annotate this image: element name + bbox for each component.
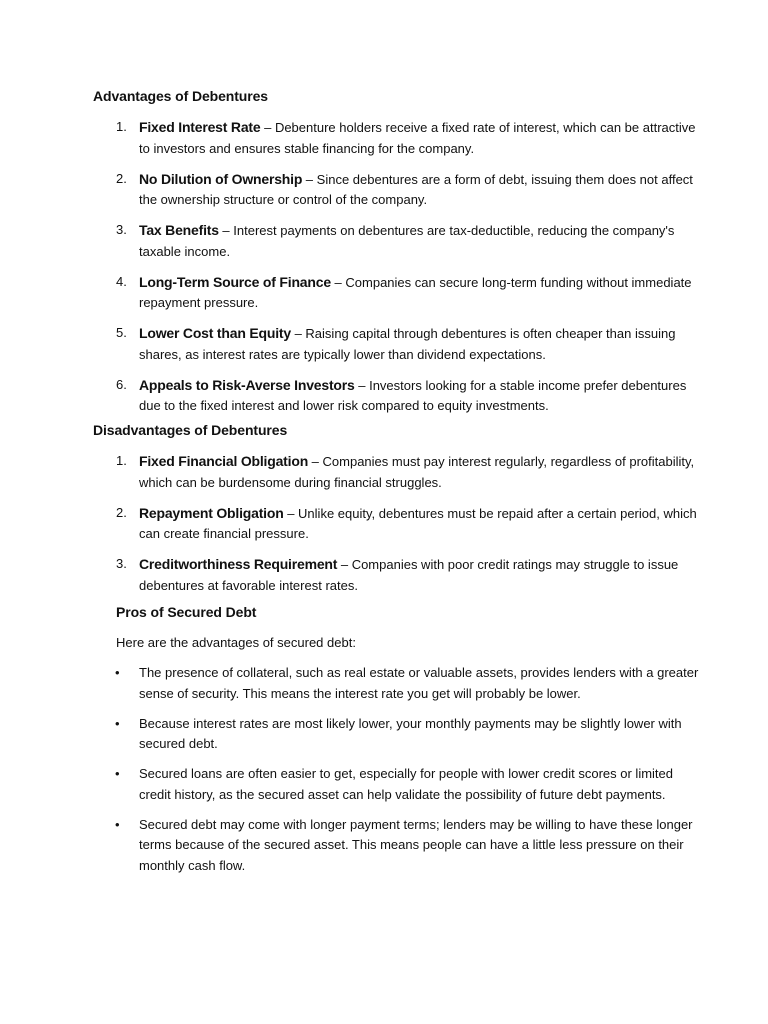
list-item xyxy=(115,663,699,704)
item-term: No Dilution of Ownership xyxy=(139,170,303,187)
list-item xyxy=(115,714,699,755)
item-term: Creditworthiness Requirement xyxy=(139,556,338,572)
item-text: Companies can secure long-term funding without immediate repayment pressure. xyxy=(139,274,692,310)
secured-debt-intro: Here are the advantages of secured debt: xyxy=(116,635,356,650)
item-text: Unlike equity, debentures must be repaid after a certain period, which can create financial pressure. xyxy=(139,505,697,541)
secured-debt-list xyxy=(115,663,699,886)
item-text: Debenture holders receive a fixed rate of interest, which can be attractive to investors and ensures stable financing for the company. xyxy=(139,120,696,156)
bullet-icon: • xyxy=(115,715,120,731)
item-separator: – xyxy=(283,505,299,521)
item-number: 3. xyxy=(116,222,127,237)
list-item xyxy=(116,503,699,545)
item-number: 5. xyxy=(116,325,127,340)
list-item xyxy=(115,815,699,877)
bullet-icon: • xyxy=(115,766,120,781)
item-separator: – xyxy=(302,171,317,187)
item-text: Secured debt may come with longer payment terms; lenders may be willing to have these longer terms because of the secured asset. This means people can have a little less pressure on their monthly cash flow. xyxy=(139,816,693,873)
item-number: 3. xyxy=(116,556,127,571)
item-separator: – xyxy=(290,326,306,341)
item-term: Fixed Financial Obligation xyxy=(139,453,309,469)
list-item xyxy=(115,764,699,805)
list-item xyxy=(116,117,699,159)
item-number: 2. xyxy=(116,504,127,520)
item-number: 4. xyxy=(116,273,127,289)
item-text: The presence of collateral, such as real estate or valuable assets, provides lenders with a greater sense of security. This means the interest rate you get will probably be lower. xyxy=(139,665,699,701)
item-number: 2. xyxy=(116,170,127,186)
list-item xyxy=(116,323,699,365)
item-text: Because interest rates are most likely lower, your monthly payments may be slightly lower with secured debt. xyxy=(139,715,682,751)
list-item xyxy=(116,220,699,262)
item-number: 6. xyxy=(116,376,127,392)
list-item xyxy=(116,554,699,596)
item-separator: – xyxy=(337,557,352,572)
item-separator: – xyxy=(260,120,275,135)
secured-debt-heading: Pros of Secured Debt xyxy=(116,604,257,620)
item-text: Companies must pay interest regularly, regardless of profitability, which can be burdensome during financial struggles. xyxy=(139,454,695,490)
item-term: Lower Cost than Equity xyxy=(139,325,291,341)
advantages-list xyxy=(116,117,699,426)
item-term: Fixed Interest Rate xyxy=(139,119,261,135)
item-text: Since debentures are a form of debt, issuing them does not affect the ownership structure or control of the company. xyxy=(139,171,693,207)
advantages-heading: Advantages of Debentures xyxy=(93,88,268,104)
item-text: Secured loans are often easier to get, especially for people with lower credit scores or limited credit history, as the secured asset can help validate the possibility of future debt payments. xyxy=(139,766,673,802)
bullet-icon: • xyxy=(115,665,120,680)
item-term: Appeals to Risk-Averse Investors xyxy=(139,376,355,393)
item-term: Long-Term Source of Finance xyxy=(139,273,331,290)
item-separator: – xyxy=(354,377,370,393)
list-item xyxy=(116,375,699,417)
item-number: 1. xyxy=(116,453,127,468)
disadvantages-list xyxy=(116,451,699,606)
item-text: Interest payments on debentures are tax-deductible, reducing the company's taxable income. xyxy=(139,223,675,259)
list-item xyxy=(116,272,699,314)
bullet-icon: • xyxy=(115,816,120,832)
item-term: Repayment Obligation xyxy=(139,504,284,521)
disadvantages-heading: Disadvantages of Debentures xyxy=(93,422,288,438)
item-text: Raising capital through debentures is often cheaper than issuing shares, as interest rates are typically lower than dividend expectations. xyxy=(139,326,676,362)
item-separator: – xyxy=(330,274,346,290)
list-item xyxy=(116,169,699,211)
item-text: Investors looking for a stable income prefer debentures due to the fixed interest and lower risk compared to equity investments. xyxy=(139,377,687,413)
item-term: Tax Benefits xyxy=(139,222,219,238)
item-number: 1. xyxy=(116,119,127,134)
list-item xyxy=(116,451,699,493)
item-text: Companies with poor credit ratings may struggle to issue debentures at favorable interest rates. xyxy=(139,557,679,593)
item-separator: – xyxy=(308,454,323,469)
item-separator: – xyxy=(218,223,234,238)
